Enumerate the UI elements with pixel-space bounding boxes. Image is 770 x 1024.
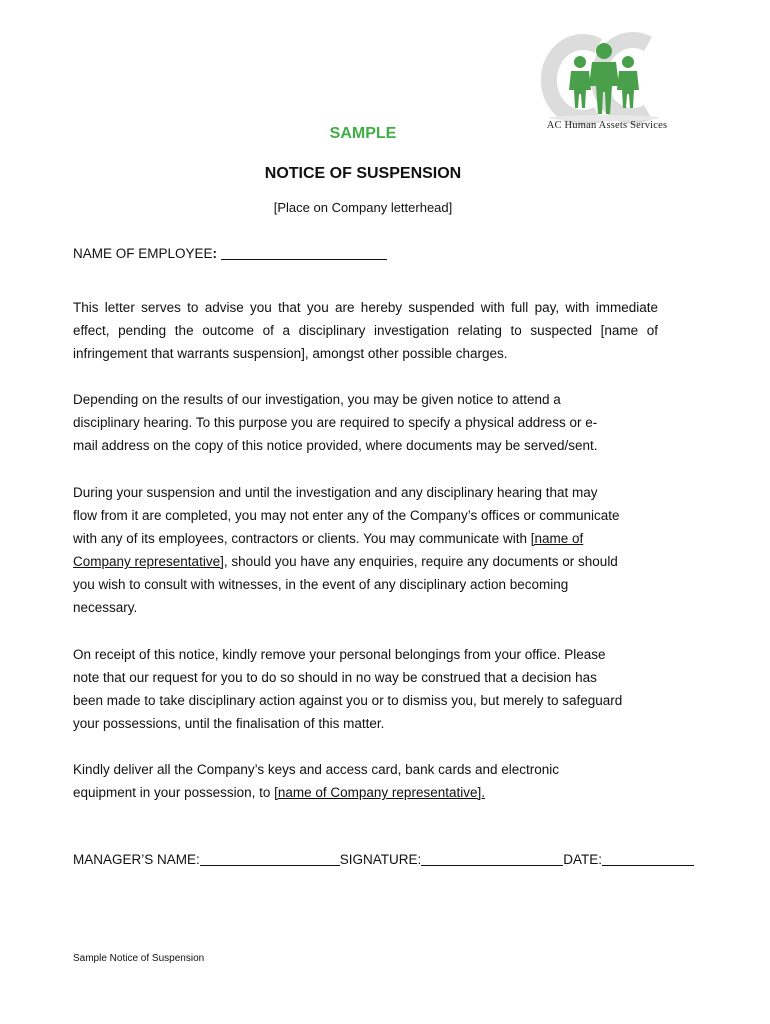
p3-line: , should you have any enquiries, require any documents or should [223,554,618,569]
p3-line: flow from it are completed, you may not enter any of the Company’s offices or communicate [73,508,620,523]
p3-line: necessary. [73,600,138,615]
p1-line: effect, pending the outcome of a disciplinary investigation relating to suspected [name of [73,323,658,338]
paragraph-suspension-notice [73,296,658,365]
employee-name-label: NAME OF EMPLOYEE [73,246,213,261]
manager-name-label: MANAGER’S NAME: [73,852,200,867]
signature-block [73,851,694,867]
document-subtitle: [Place on Company letterhead] [273,200,453,215]
employee-name-blank[interactable] [221,245,387,260]
p3-line: During your suspension and until the investigation and any disciplinary hearing that may [73,485,598,500]
manager-name-blank[interactable] [200,851,340,866]
date-label: DATE: [563,852,603,867]
sample-label: SAMPLE [329,125,397,142]
logo-caption: AC Human Assets Services [546,120,668,131]
p4-line: been made to take disciplinary action against you or to dismiss you, but merely to safeguard [73,693,623,708]
p1-line: This letter serves to advise you that you are hereby suspended with full pay, with immediate [73,300,658,315]
company-representative-placeholder: Company representative] [73,554,224,569]
page-footer: Sample Notice of Suspension [73,953,205,964]
p4-line: your possessions, until the finalisation of this matter. [73,716,385,731]
document-title: NOTICE OF SUSPENSION [264,165,462,182]
company-representative-placeholder: [name of Company representative]. [274,785,485,800]
p4-line: note that our request for you to do so should in no way be construed that a decision has [73,670,597,685]
signature-blank[interactable] [421,851,563,866]
p4-line: On receipt of this notice, kindly remove your personal belongings from your office. Please [73,647,606,662]
paragraph-personal-belongings [73,643,658,735]
signature-label: SIGNATURE: [339,852,422,867]
paragraph-deliver-property [73,758,658,804]
p2-line: mail address on the copy of this notice provided, where documents may be served/sent. [73,438,598,453]
paragraph-disciplinary-hearing [73,388,658,457]
employee-name-colon: : [212,246,218,261]
p2-line: disciplinary hearing. To this purpose you are required to specify a physical address or e- [73,415,598,430]
p5-line: Kindly deliver all the Company’s keys and access card, bank cards and electronic [73,762,559,777]
company-representative-placeholder: [name of [530,531,584,546]
employee-name-line [73,245,387,261]
p3-line: with any of its employees, contractors or clients. You may communicate with [73,531,531,546]
date-blank[interactable] [602,851,694,866]
paragraph-suspension-conditions [73,481,658,619]
p3-line: you wish to consult with witnesses, in the event of any disciplinary action becoming [73,577,569,592]
p1-line: infringement that warrants suspension], amongst other possible charges. [73,346,508,361]
p5-line: equipment in your possession, to [73,785,275,800]
p2-line: Depending on the results of our investigation, you may be given notice to attend a [73,392,561,407]
